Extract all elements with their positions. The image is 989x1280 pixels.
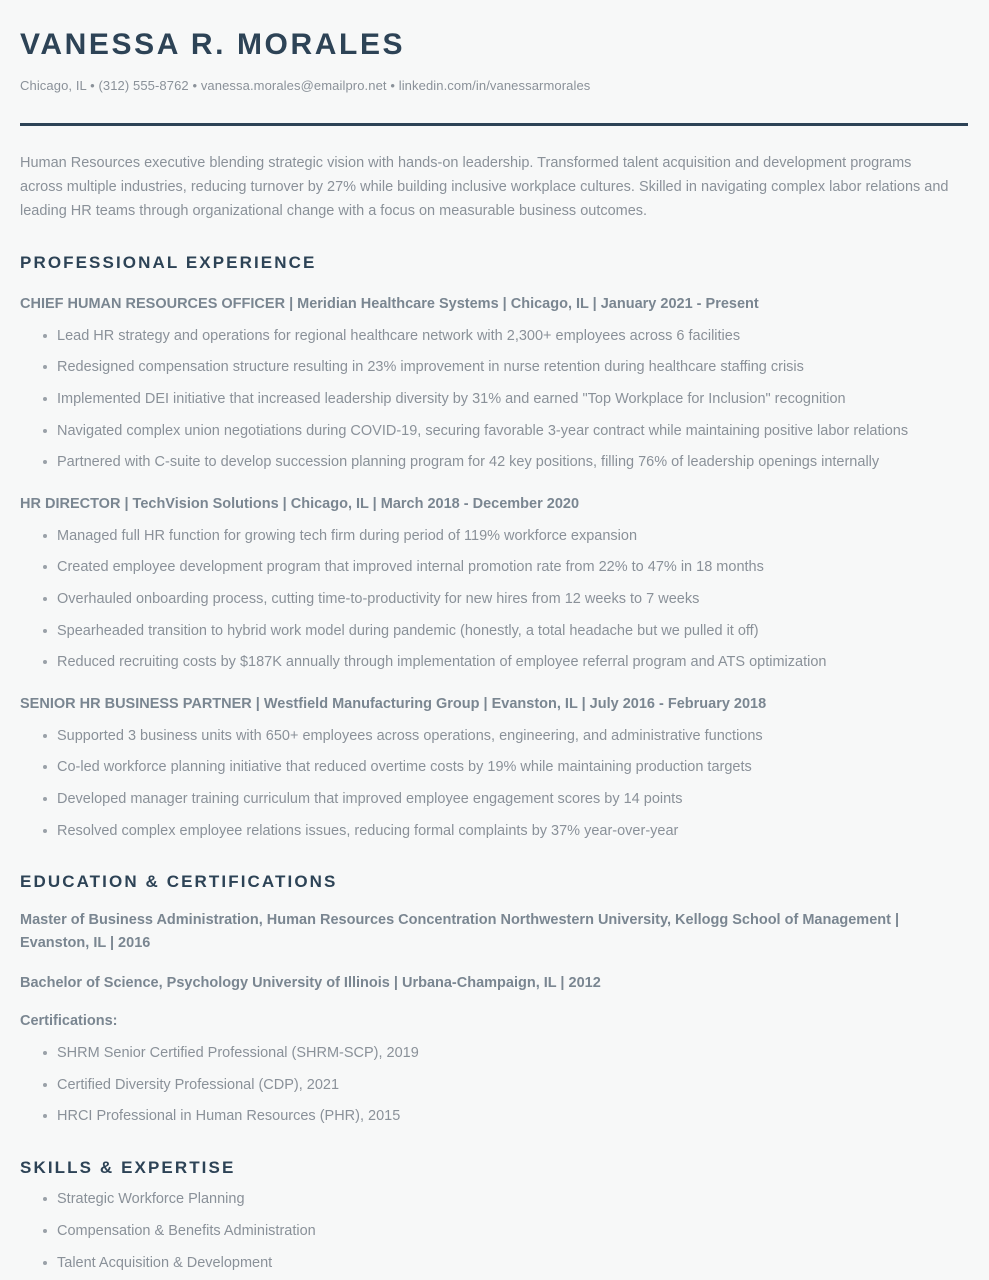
certification-item: Certified Diversity Professional (CDP), 2021 bbox=[20, 1074, 968, 1097]
section-professional-experience bbox=[20, 253, 968, 842]
education-entry: Bachelor of Science, Psychology University of Illinois | Urbana-Champaign, IL | 2012 bbox=[20, 974, 601, 991]
job-bullet: Reduced recruiting costs by $187K annually through implementation of employee referral program and ATS optimization bbox=[20, 651, 968, 674]
job-bullet: Lead HR strategy and operations for regional healthcare network with 2,300+ employees across 6 facilities bbox=[20, 325, 968, 348]
section-title-experience: PROFESSIONAL EXPERIENCE bbox=[20, 253, 317, 273]
section-title-skills: SKILLS & EXPERTISE bbox=[20, 1157, 236, 1177]
job-bullet: Navigated complex union negotiations during COVID-19, securing favorable 3-year contract while maintaining positive labor relations bbox=[20, 420, 968, 443]
job-bullet: Supported 3 business units with 650+ employees across operations, engineering, and administrative functions bbox=[20, 725, 968, 748]
job-bullet: Managed full HR function for growing tech firm during period of 119% workforce expansion bbox=[20, 525, 968, 548]
job-bullet: Overhauled onboarding process, cutting time-to-productivity for new hires from 12 weeks to 7 weeks bbox=[20, 588, 968, 611]
certification-item: HRCI Professional in Human Resources (PHR), 2015 bbox=[20, 1105, 968, 1128]
skill-item: Talent Acquisition & Development bbox=[20, 1252, 968, 1275]
job-bullet: Created employee development program that improved internal promotion rate from 22% to 47% in 18 months bbox=[20, 556, 968, 579]
skill-item: Strategic Workforce Planning bbox=[20, 1188, 968, 1211]
job-heading: SENIOR HR BUSINESS PARTNER | Westfield Manufacturing Group | Evanston, IL | July 2016 - February 2018 bbox=[20, 695, 767, 712]
professional-summary: Human Resources executive blending strategic vision with hands-on leadership. Transformed talent acquisition and development programs across multiple industries, reducing turnover by 27% while building inclusive workplace cultures. Skilled in navigating complex labor relations and leading HR teams through organizational change with a focus on measurable business outcomes. bbox=[20, 154, 949, 220]
section-title-education: EDUCATION & CERTIFICATIONS bbox=[20, 872, 338, 892]
section-skills-expertise bbox=[20, 1158, 968, 1274]
job-bullet: Spearheaded transition to hybrid work model during pandemic (honestly, a total headache but we pulled it off) bbox=[20, 620, 968, 643]
job-bullet-list bbox=[20, 525, 968, 674]
job-heading: CHIEF HUMAN RESOURCES OFFICER | Meridian Healthcare Systems | Chicago, IL | January 2021 - Present bbox=[20, 295, 759, 312]
job-bullet: Implemented DEI initiative that increased leadership diversity by 31% and earned "Top Workplace for Inclusion" recognition bbox=[20, 388, 968, 411]
contact-line: Chicago, IL • (312) 555-8762 • vanessa.morales@emailpro.net • linkedin.com/in/vanessarmorales bbox=[20, 77, 591, 93]
experience-entry bbox=[20, 294, 968, 474]
job-bullet-list bbox=[20, 325, 968, 474]
experience-entry bbox=[20, 494, 968, 674]
experience-entry bbox=[20, 694, 968, 842]
job-heading: HR DIRECTOR | TechVision Solutions | Chicago, IL | March 2018 - December 2020 bbox=[20, 495, 580, 512]
job-bullet: Redesigned compensation structure resulting in 23% improvement in nurse retention during healthcare staffing crisis bbox=[20, 356, 968, 379]
skill-item: Compensation & Benefits Administration bbox=[20, 1220, 968, 1243]
resume-header bbox=[20, 28, 968, 126]
certifications-label: Certifications: bbox=[20, 1013, 118, 1030]
education-entry: Master of Business Administration, Human Resources Concentration Northwestern University, Kellogg School of Management | Evanston, IL | 2016 bbox=[20, 911, 900, 952]
certification-item: SHRM Senior Certified Professional (SHRM-SCP), 2019 bbox=[20, 1042, 968, 1065]
candidate-name: VANESSA R. MORALES bbox=[20, 28, 406, 61]
job-bullet: Developed manager training curriculum that improved employee engagement scores by 14 points bbox=[20, 788, 968, 811]
job-bullet: Co-led workforce planning initiative that reduced overtime costs by 19% while maintaining production targets bbox=[20, 756, 968, 779]
header-divider bbox=[20, 123, 968, 126]
certifications-list bbox=[20, 1042, 968, 1128]
job-bullet: Partnered with C-suite to develop succession planning program for 42 key positions, filling 76% of leadership openings internally bbox=[20, 451, 968, 474]
job-bullet: Resolved complex employee relations issues, reducing formal complaints by 37% year-over-year bbox=[20, 820, 968, 843]
section-education-certifications bbox=[20, 872, 968, 1128]
job-bullet-list bbox=[20, 725, 968, 842]
skills-list bbox=[20, 1188, 968, 1274]
